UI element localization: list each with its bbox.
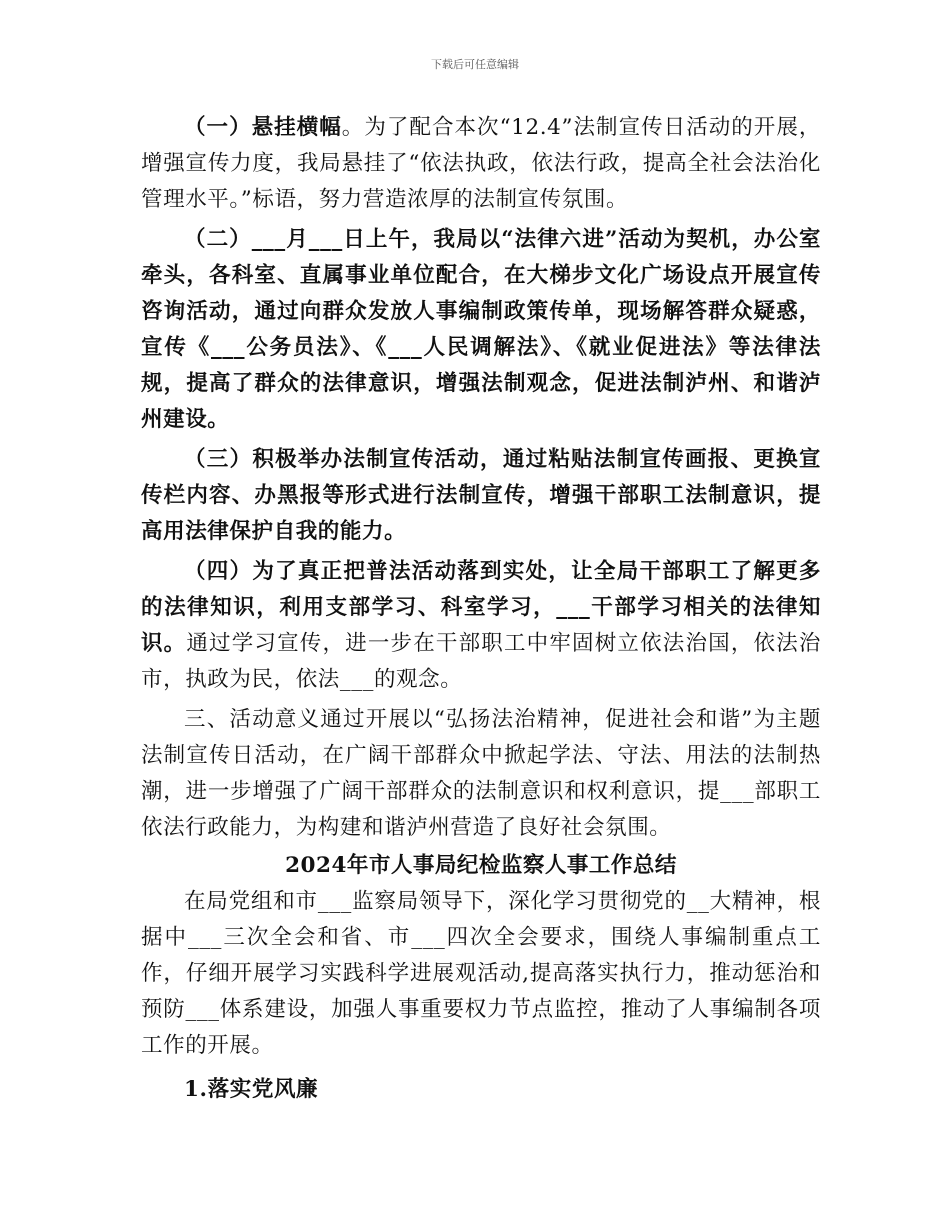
page-header-note: 下载后可任意编辑 <box>431 58 519 71</box>
paragraph-activity-significance: 三、活动意义通过开展以“弘扬法治精神，促进社会和谐”为主题法制宣传日活动，在广阔干部群众中掀起学法、守法、用法的法制热潮，进一步增强了广阔干部群众的法制意识和权利意识，提___部职工依法行政能力，为构建和谐泸州营造了良好社会氛围。 <box>141 707 821 840</box>
paragraph-banner-label: （一）悬挂横幅 <box>184 115 342 140</box>
paragraph-banner <box>141 110 821 218</box>
section-title: 2024年市人事局纪检监察人事工作总结 <box>285 853 677 878</box>
document-body <box>141 110 821 1108</box>
paragraph-legal-study-bold: （四）为了真正把普法活动落到实处，让全局干部职工了解更多的法律知识，利用支部学习、科室学习，___干部学习相关的法律知识。 <box>141 559 821 656</box>
paragraph-legal-study-normal: 通过学习宣传，进一步在干部职工中牢固树立依法治国，依法治市，执政为民，依法___的观念。 <box>141 631 821 692</box>
paragraph-banner-text: 。为了配合本次“12.4”法制宣传日活动的开展，增强宣传力度，我局悬挂了“依法执政，依法行政，提高全社会法治化管理水平。”标语，努力营造浓厚的法制宣传氛围。 <box>141 115 821 212</box>
paragraph-legal-publicity: （三）积极举办法制宣传活动，通过粘贴法制宣传画报、更换宣传栏内容、办黑报等形式进行法制宣传，增强干部职工法制意识，提高用法律保护自我的能力。 <box>141 447 821 544</box>
item-heading-1: 1.落实党风廉 <box>184 1077 319 1102</box>
paragraph-legal-study <box>141 554 821 698</box>
paragraph-consultation-activity: （二）___月___日上午，我局以“法律六进”活动为契机，办公室牵头，各科室、直属事业单位配合，在大梯步文化广场设点开展宣传咨询活动，通过向群众发放人事编制政策传单，现场解答群众疑惑，宣传《___公务员法》、《___人民调解法》、《就业促进法》等法律法规，提高了群众的法律意识，增强法制观念，促进法制泸州、和谐泸州建设。 <box>141 227 821 432</box>
paragraph-section-intro: 在局党组和市___监察局领导下，深化学习贯彻党的__大精神，根据中___三次全会和省、市___四次全会要求，围绕人事编制重点工作，仔细开展学习实践科学进展观活动,提高落实执行力，推动惩治和预防___体系建设，加强人事重要权力节点监控，推动了人事编制各项工作的开展。 <box>141 889 821 1058</box>
